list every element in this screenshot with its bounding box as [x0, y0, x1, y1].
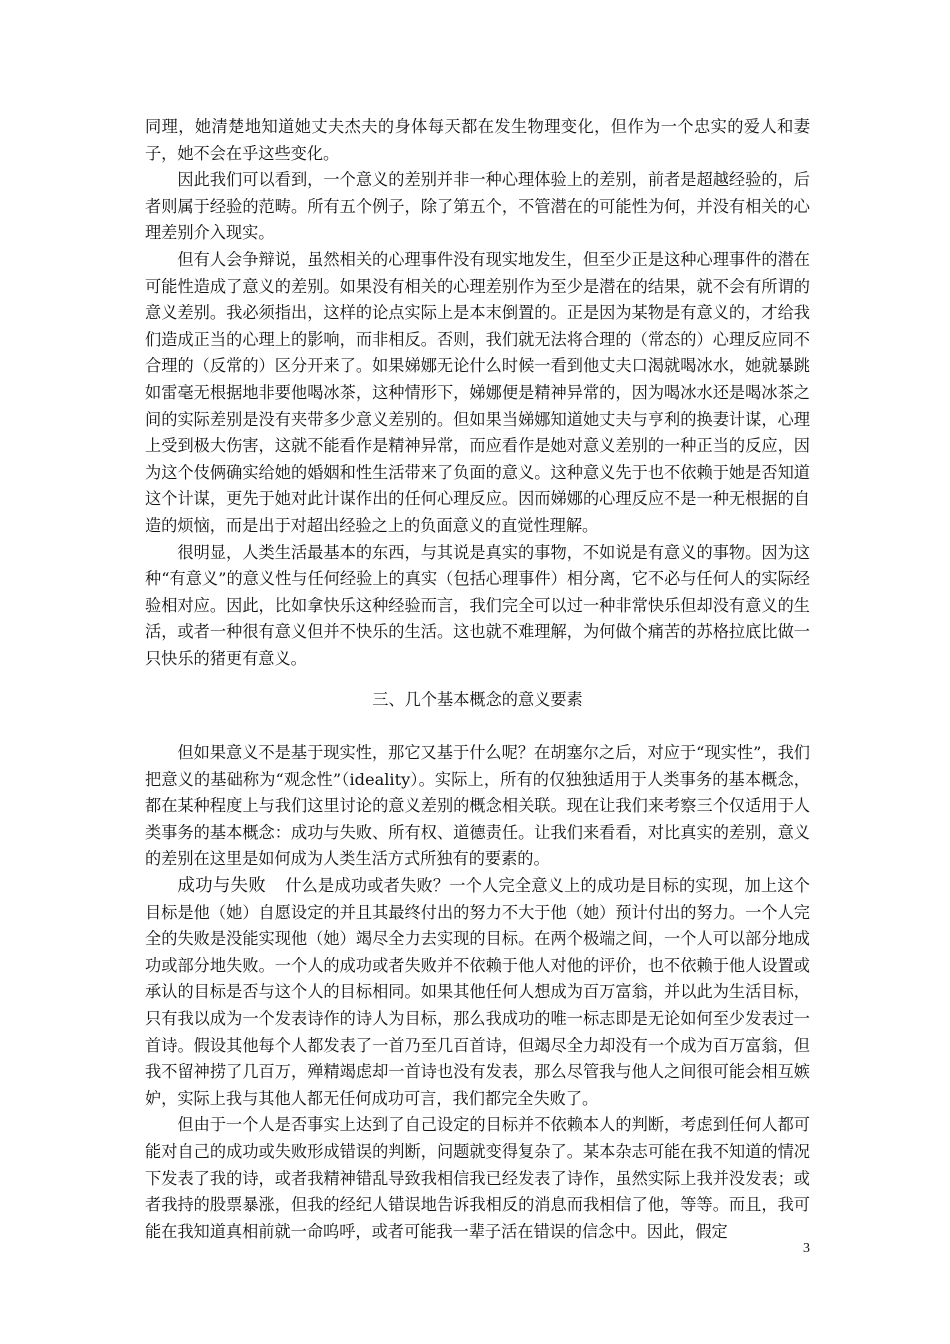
paragraph: 很明显，人类生活最基本的东西，与其说是真实的事物，不如说是有意义的事物。因为这种“有意义”的意义性与任何经验上的真实（包括心理事件）相分离，它不必与任何人的实际经验相对应。因此，比如拿快乐这种经验而言，我们完全可以过一种非常快乐但却没有意义的生活，或者一种很有意义但并不快乐的生活。这也就不难理解，为何做个痛苦的苏格拉底比做一只快乐的猪更有意义。 [145, 542, 810, 668]
term-heading: 成功与失败 [177, 875, 266, 896]
section-heading: 三、几个基本概念的意义要素 [372, 690, 583, 709]
paragraph: 因此我们可以看到，一个意义的差别并非一种心理体验上的差别，前者是超越经验的，后者则属于经验的范畴。所有五个例子，除了第五个，不管潜在的可能性为何，并没有相关的心理差别介入现实。 [145, 170, 810, 243]
body-text-top [145, 114, 810, 672]
paragraph: 但如果意义不是基于现实性，那它又基于什么呢？在胡塞尔之后，对应于“现实性”，我们把意义的基础称为“观念性”（ideality）。实际上，所有的仅独独适用于人类事务的基本概念，都在某种程度上与我们这里讨论的意义差别的概念相关联。现在让我们来考察三个仅适用于人类事务的基本概念：成功与失败、所有权、道德责任。让我们来看看，对比真实的差别，意义的差别在这里是如何成为人类生活方式所独有的要素的。 [145, 743, 810, 869]
paragraph: 但由于一个人是否事实上达到了自己设定的目标并不依赖本人的判断，考虑到任何人都可能对自己的成功或失败形成错误的判断，问题就变得复杂了。某本杂志可能在我不知道的情况下发表了我的诗，或者我精神错乱导致我相信我已经发表了诗作，虽然实际上我并没发表；或者我持的股票暴涨，但我的经纪人错误地告诉我相反的消息而我相信了他，等等。而且，我可能在我知道真相前就一命呜呼，或者可能我一辈子活在错误的信念中。因此，假定 [145, 1115, 810, 1241]
term-paragraph-text: 什么是成功或者失败？一个人完全意义上的成功是目标的实现，加上这个目标是他（她）自愿设定的并且其最终付出的努力不大于他（她）预计付出的努力。一个人完全的失败是没能实现他（她）竭尽全力去实现的目标。在两个极端之间，一个人可以部分地成功或部分地失败。一个人的成功或者失败并不依赖于他人对他的评价，也不依赖于他人设置或承认的目标是否与这个人的目标相同。如果其他任何人想成为百万富翁，并以此为生活目标，只有我以成为一个发表诗作的诗人为目标，那么我成功的唯一标志即是无论如何至少发表过一首诗。假设其他每个人都发表了一首乃至几百首诗，但竭尽全力却没有一个成为百万富翁，但我不留神捞了几百万，殚精竭虑却一首诗也没有发表，那么尽管我与他人之间很可能会相互嫉妒，实际上我与其他人都无任何成功可言，我们都完全失败了。 [145, 875, 810, 1108]
paragraph: 但有人会争辩说，虽然相关的心理事件没有现实地发生，但至少正是这种心理事件的潜在可能性造成了意义的差别。如果没有相关的心理差别作为至少是潜在的结果，就不会有所谓的意义差别。我必须指出，这样的论点实际上是本末倒置的。正是因为某物是有意义的，才给我们造成正当的心理上的影响，而非相反。否则，我们就无法将合理的（常态的）心理反应同不合理的（反常的）区分开来了。如果娣娜无论什么时候一看到他丈夫口渴就喝冰水，她就暴跳如雷毫无根据地非要他喝冰茶，这种情形下，娣娜便是精神异常的，因为喝冰水还是喝冰茶之间的实际差别是没有夹带多少意义差别的。但如果当娣娜知道她丈夫与亨利的换妻计谋，心理上受到极大伤害，这就不能看作是精神异常，而应看作是她对意义差别的一种正当的反应，因为这个伎俩确实给她的婚姻和性生活带来了负面的意义。这种意义先于也不依赖于她是否知道这个计谋，更先于她对此计谋作出的任何心理反应。因而娣娜的心理反应不是一种无根据的自造的烦恼，而是出于对超出经验之上的负面意义的直觉性理解。 [145, 249, 810, 535]
page-number: 3 [803, 1241, 810, 1256]
paragraph-with-term [145, 873, 810, 1112]
paragraph-continuation: 同理，她清楚地知道她丈夫杰夫的身体每天都在发生物理变化，但作为一个忠实的爱人和妻子，她不会在乎这些变化。 [145, 117, 810, 163]
body-text-bottom [145, 740, 810, 1245]
